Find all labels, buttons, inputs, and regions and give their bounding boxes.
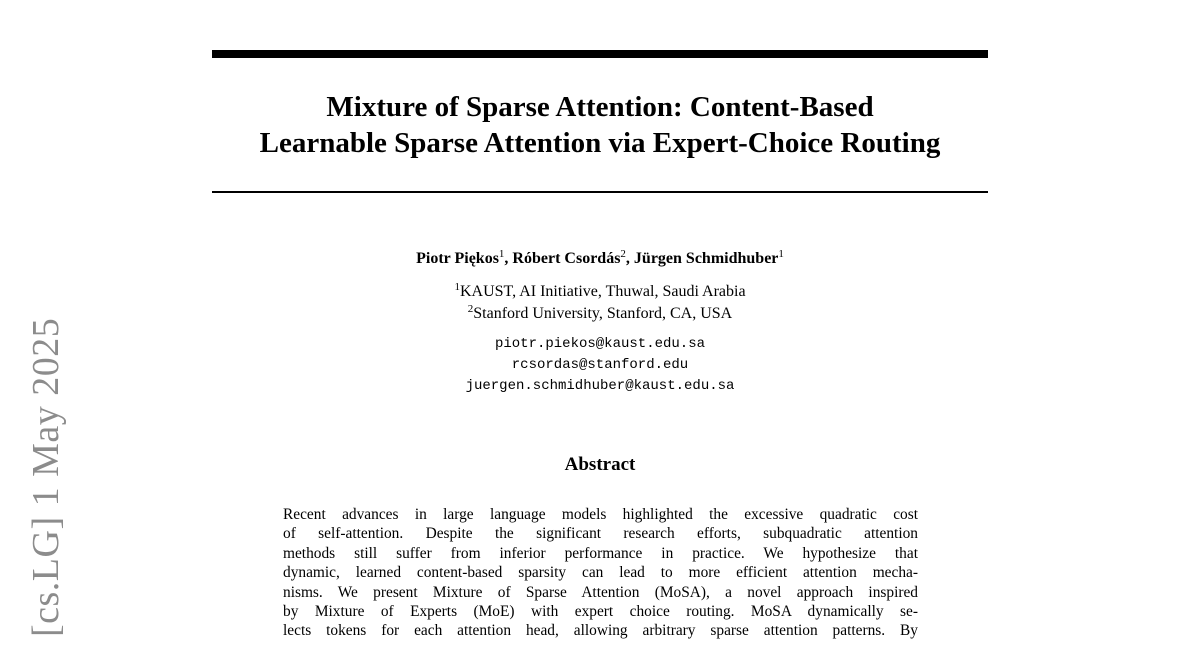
abstract-line: dynamic, learned content-based sparsity can lead to more efficient attention mecha- xyxy=(283,564,918,582)
author-separator: , xyxy=(504,250,513,267)
email-list xyxy=(212,334,988,397)
affiliation-text: Stanford University, Stanford, CA, USA xyxy=(473,305,733,322)
email-address: juergen.schmidhuber@kaust.edu.sa xyxy=(465,378,735,394)
author-affil-mark: 1 xyxy=(498,248,505,260)
abstract-line: of self-attention. Despite the significant research efforts, subquadratic attention xyxy=(283,525,918,543)
affiliation-text: KAUST, AI Initiative, Thuwal, Saudi Arabia xyxy=(459,283,746,300)
abstract-line: by Mixture of Experts (MoE) with expert choice routing. MoSA dynamically se- xyxy=(283,602,918,620)
arxiv-side-stamp-text: [cs.LG] 1 May 2025 xyxy=(25,317,67,637)
affiliation-mark: 2 xyxy=(467,303,474,315)
email-address: piotr.piekos@kaust.edu.sa xyxy=(494,336,706,352)
author-affil-mark: 2 xyxy=(620,248,626,260)
affiliation xyxy=(212,281,988,303)
abstract-line: nisms. We present Mixture of Sparse Attention (MoSA), a novel approach inspired xyxy=(283,583,918,601)
affiliation-mark: 1 xyxy=(454,281,460,293)
author-list xyxy=(212,249,988,269)
author-name: Jürgen Schmidhuber xyxy=(633,250,779,267)
author-separator: , xyxy=(625,250,634,267)
paper-title-line-1: Mixture of Sparse Attention: Content-Based xyxy=(326,91,874,123)
abstract-line: lects tokens for each attention head, allowing arbitrary sparse attention patterns. By xyxy=(283,622,918,640)
abstract-line: methods still suffer from inferior performance in practice. We hypothesize that xyxy=(283,544,918,562)
arxiv-side-stamp xyxy=(20,305,72,637)
author-name: Róbert Csordás xyxy=(512,250,621,267)
paper-title xyxy=(212,89,988,161)
paper-title-line-2: Learnable Sparse Attention via Expert-Choice Routing xyxy=(259,127,941,159)
affiliation-list xyxy=(212,281,988,325)
abstract-line: Recent advances in large language models highlighted the excessive quadratic cost xyxy=(283,506,918,523)
abstract-body xyxy=(283,505,918,641)
email-address: rcsordas@stanford.edu xyxy=(511,357,689,373)
title-top-rule xyxy=(212,50,988,58)
abstract-heading: Abstract xyxy=(564,454,636,475)
author-name: Piotr Piękos xyxy=(416,250,499,267)
affiliation xyxy=(212,303,988,325)
title-bottom-rule xyxy=(212,191,988,193)
author-affil-mark: 1 xyxy=(778,248,784,260)
